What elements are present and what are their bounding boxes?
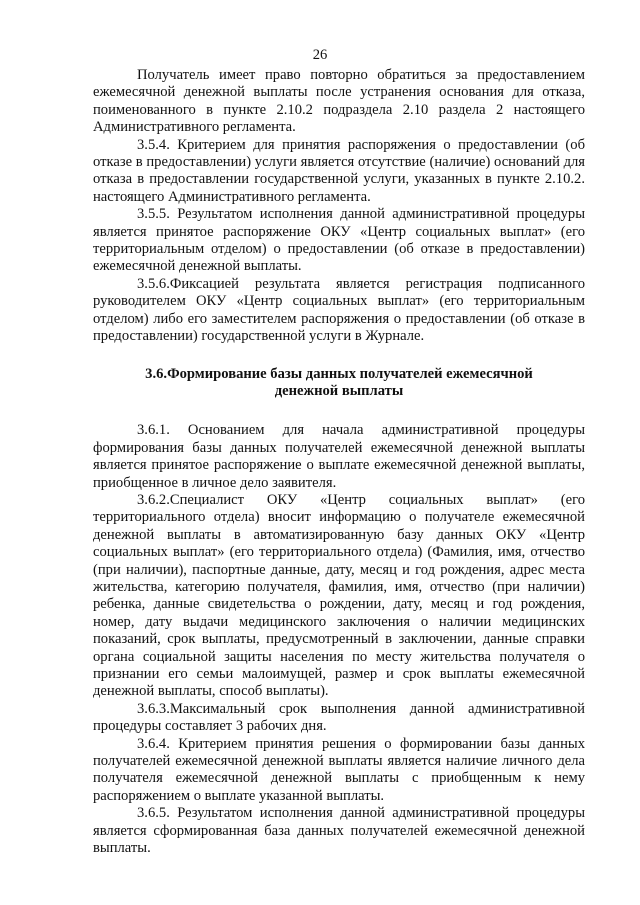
paragraph-3-6-3: 3.6.3.Максимальный срок выполнения данной административной процедуры составляет 3 рабочих дня. [93,700,585,735]
paragraph-3-6-5: 3.6.5. Результатом исполнения данной административной процедуры является сформированная база данных получателей ежемесячной денежной выплаты. [93,805,585,857]
section-heading-3-6: 3.6.Формирование базы данных получателей ежемесячной денежной выплаты [145,365,533,399]
page-number: 26 [312,47,328,63]
paragraph-reapply: Получатель имеет право повторно обратиться за предоставлением ежемесячной денежной выплаты после устранения основания для отказа, поименованного в пункте 2.10.2 подраздела 2.10 раздела 2 настоящего Административного регламента. [93,67,585,136]
paragraph-3-5-4: 3.5.4. Критерием для принятия распоряжения о предоставлении (об отказе в предоставлении) услуги является отсутствие (наличие) оснований для отказа в предоставлении государственной услуги, указанных в пункте 2.10.2. настоящего Административного регламента. [93,136,585,205]
paragraph-3-6-2: 3.6.2.Специалист ОКУ «Центр социальных выплат» (его территориального отдела) вносит информацию о получателе ежемесячной денежной выплаты в автоматизированную базу данных ОКУ «Центр социальных выплат» (его территориального отдела) (Фамилия, имя, отчество (при наличии), паспортные данные, дату, месяц и год рождения, адрес места жительства, категорию получателя, фамилия, имя, отчество (при наличии) ребенка, данные свидетельства о рождении, дату, месяц и год рождения, номер, дату выдачи медицинского заключения о наличии медицинских показаний, срок выплаты, предусмотренный в заключении, данные справки органа социальной защиты населения по месту жительства получателя о признании его семьи малоимущей, размер и срок выплаты ежемесячной денежной выплаты, способ выплаты). [93,491,585,700]
paragraph-3-5-5: 3.5.5. Результатом исполнения данной административной процедуры является принятое распоряжение ОКУ «Центр социальных выплат» (его территориальным отделом) о предоставлении (об отказе в предоставлении) ежемесячной денежной выплаты. [93,206,585,275]
paragraph-3-5-6: 3.5.6.Фиксацией результата является регистрация подписанного руководителем ОКУ «Центр социальных выплат» (его территориальным отделом) либо его заместителем распоряжения о предоставлении (об отказе в предоставлении) государственной услуги в Журнале. [93,275,585,345]
paragraph-3-6-1: 3.6.1. Основанием для начала административной процедуры формирования базы данных получателей ежемесячной денежной выплаты является принятое распоряжение о выплате ежемесячной денежной выплаты, приобщенное в личное дело заявителя. [93,422,585,491]
paragraph-3-6-4: 3.6.4. Критерием принятия решения о формировании базы данных получателей ежемесячной денежной выплаты является наличие личного дела получателя ежемесячной денежной выплаты с приобщенным к нему распоряжением о выплате указанной выплаты. [93,735,585,804]
document-body [93,67,585,857]
